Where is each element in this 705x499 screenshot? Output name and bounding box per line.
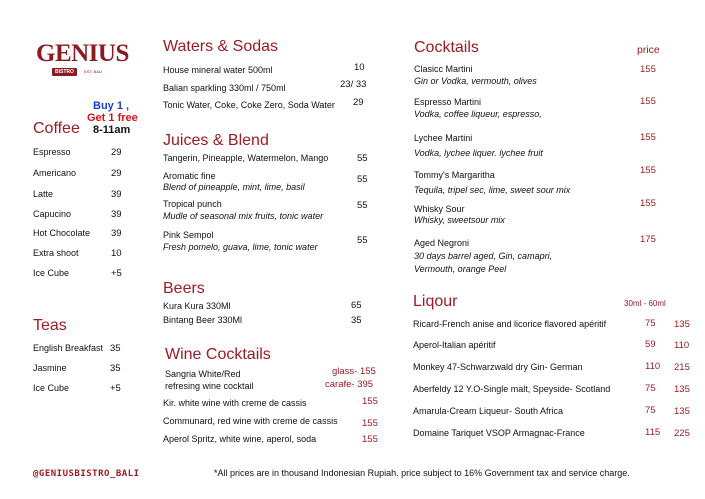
price-30ml: 75 bbox=[645, 318, 656, 329]
menu-item-price: 29 bbox=[353, 97, 364, 108]
menu-item-price: 39 bbox=[111, 189, 122, 200]
promo-line-3: 8-11am bbox=[93, 124, 131, 136]
menu-item-name: Lychee Martini bbox=[414, 133, 473, 143]
menu-item-description: Vodka, lychee liquer. lychee fruit bbox=[414, 148, 543, 158]
menu-item-name: Whisky Sour bbox=[414, 204, 465, 214]
price-30ml: 115 bbox=[645, 427, 661, 438]
price-60ml: 110 bbox=[674, 340, 690, 351]
price-60ml: 225 bbox=[674, 428, 690, 439]
menu-item-price: 35 bbox=[351, 315, 362, 326]
menu-item-name: Balian sparkling 330ml / 750ml bbox=[163, 83, 286, 93]
menu-item-name: Capucino bbox=[33, 209, 72, 219]
promo-line-1: Buy 1 , bbox=[93, 100, 130, 112]
menu-item-price: 29 bbox=[111, 168, 122, 179]
menu-item-description: Vodka, coffee liqueur, espresso, bbox=[414, 109, 542, 119]
menu-item-price: 55 bbox=[357, 235, 368, 246]
menu-item-price: 10 bbox=[354, 62, 365, 73]
menu-item-name: Pink Sempol bbox=[163, 230, 214, 240]
menu-item-name: Tonic Water, Coke, Coke Zero, Soda Water bbox=[163, 100, 335, 110]
price-30ml: 110 bbox=[645, 361, 661, 372]
menu-item-name: English Breakfast bbox=[33, 343, 104, 353]
menu-item-name: Americano bbox=[33, 168, 77, 178]
menu-item-name: Kir. white wine with creme de cassis bbox=[163, 398, 307, 408]
menu-item-price: 155 bbox=[640, 64, 656, 75]
menu-item-price: 155 bbox=[640, 132, 656, 143]
menu-item-description: Tequila, tripel sec, lime, sweet sour mix bbox=[414, 185, 571, 195]
menu-item-name: Tropical punch bbox=[163, 199, 222, 209]
menu-item-description: Fresh pomelo, guava, lime, tonic water bbox=[163, 242, 318, 252]
sangria-description: refresing wine cocktail bbox=[165, 381, 254, 391]
wine-title: Wine Cocktails bbox=[165, 346, 271, 363]
logo-word: GENIUS bbox=[36, 40, 129, 67]
cocktails-title: Cocktails bbox=[414, 39, 479, 56]
menu-item-name: Kura Kura 330Ml bbox=[163, 301, 231, 311]
promo-line-2: Get 1 free bbox=[87, 112, 138, 124]
menu-item-price: +5 bbox=[111, 268, 122, 279]
menu-item-price: 55 bbox=[357, 153, 368, 164]
menu-item-name: Espresso Martini bbox=[414, 97, 482, 107]
menu-item-name: Ice Cube bbox=[33, 268, 70, 278]
price-30ml: 59 bbox=[645, 339, 656, 350]
menu-item-price: 55 bbox=[357, 200, 368, 211]
menu-item-price: 23/ 33 bbox=[340, 79, 367, 90]
menu-item-price: +5 bbox=[110, 383, 121, 394]
liqour-size-header: 30ml - 60ml bbox=[624, 299, 666, 308]
menu-item-name: Ice Cube bbox=[33, 383, 70, 393]
menu-item-name: Aged Negroni bbox=[414, 238, 470, 248]
menu-item-price: 155 bbox=[640, 165, 656, 176]
menu-item-price: 175 bbox=[640, 234, 656, 245]
menu-item-description: Whisky, sweetsour mix bbox=[414, 215, 505, 225]
price-60ml: 135 bbox=[674, 319, 690, 330]
logo-tag: BISTRO bbox=[52, 68, 77, 76]
price-30ml: 75 bbox=[645, 383, 656, 394]
menu-item-name: Espresso bbox=[33, 147, 71, 157]
cocktails-price-header: price bbox=[637, 44, 660, 56]
menu-item-price: 35 bbox=[110, 363, 121, 374]
menu-item-name: Tangerin, Pineapple, Watermelon, Mango bbox=[163, 153, 329, 163]
menu-item-description: 30 days barrel aged, Gin, camapri, bbox=[414, 251, 553, 261]
menu-item-name: Extra shoot bbox=[33, 248, 79, 258]
sangria-carafe-price: carafe- 395 bbox=[325, 379, 374, 390]
menu-item-name: Amarula-Cream Liqueur- South Africa bbox=[413, 406, 564, 416]
menu-item-description-2: Vermouth, orange Peel bbox=[414, 264, 507, 274]
menu-item-price: 39 bbox=[111, 228, 122, 239]
menu-item-price: 155 bbox=[362, 434, 378, 445]
menu-item-price: 155 bbox=[362, 418, 378, 429]
coffee-title: Coffee bbox=[33, 120, 80, 137]
footer-note: *All prices are in thousand Indonesian Rupiah. price subject to 16% Government tax and service charge. bbox=[214, 468, 630, 478]
menu-item-name: Ricard-French anise and licorice flavored apéritif bbox=[413, 319, 607, 329]
price-60ml: 215 bbox=[674, 362, 690, 373]
menu-item-price: 39 bbox=[111, 209, 122, 220]
menu-item-name: Aberfeldy 12 Y.O-Single malt, Speyside- Scotland bbox=[413, 384, 611, 394]
menu-item-name: Clasicc Martini bbox=[414, 64, 473, 74]
logo-tag-small: EST. BALI bbox=[84, 69, 103, 74]
menu-item-price: 55 bbox=[357, 174, 368, 185]
menu-item-price: 10 bbox=[111, 248, 122, 259]
waters-title: Waters & Sodas bbox=[163, 38, 279, 55]
beers-title: Beers bbox=[163, 280, 205, 297]
menu-item-price: 35 bbox=[110, 343, 121, 354]
menu-item-name: Monkey 47-Schwarzwald dry Gin- German bbox=[413, 362, 583, 372]
menu-item-name: Bintang Beer 330Ml bbox=[163, 315, 243, 325]
menu-item-name: Hot Chocolate bbox=[33, 228, 91, 238]
menu-item-price: 155 bbox=[640, 198, 656, 209]
juices-title: Juices & Blend bbox=[163, 132, 269, 149]
menu-item-price: 155 bbox=[362, 396, 378, 407]
menu-item-description: Gin or Vodka, vermouth, olives bbox=[414, 76, 537, 86]
menu-item-description: Mudle of seasonal mix fruits, tonic water bbox=[163, 211, 324, 221]
menu-item-price: 155 bbox=[640, 96, 656, 107]
menu-item-price: 29 bbox=[111, 147, 122, 158]
menu-item-price: 65 bbox=[351, 300, 362, 311]
menu-item-name: Tommy's Margaritha bbox=[414, 170, 495, 180]
menu-item-name: Communard, red wine with creme de cassis bbox=[163, 416, 338, 426]
liqour-title: Liqour bbox=[413, 293, 458, 310]
menu-item-name: Aromatic fine bbox=[163, 171, 216, 181]
price-60ml: 135 bbox=[674, 406, 690, 417]
menu-item-description: Blend of pineapple, mint, lime, basil bbox=[163, 182, 305, 192]
menu-item-name: Aperol-Italian apéritif bbox=[413, 340, 496, 350]
menu-item-name: Domaine Tariquet VSOP Armagnac-France bbox=[413, 428, 585, 438]
menu-item-name: Jasmine bbox=[33, 363, 67, 373]
instagram-handle[interactable]: @GENIUSBISTRO_BALI bbox=[33, 469, 140, 479]
menu-item-name: Aperol Spritz, white wine, aperol, soda bbox=[163, 434, 317, 444]
teas-title: Teas bbox=[33, 317, 67, 334]
price-60ml: 135 bbox=[674, 384, 690, 395]
sangria-name: Sangria White/Red bbox=[165, 369, 241, 379]
sangria-glass-price: glass- 155 bbox=[332, 366, 376, 377]
menu-item-name: House mineral water 500ml bbox=[163, 65, 273, 75]
logo bbox=[36, 40, 129, 84]
menu-item-name: Latte bbox=[33, 189, 54, 199]
price-30ml: 75 bbox=[645, 405, 656, 416]
